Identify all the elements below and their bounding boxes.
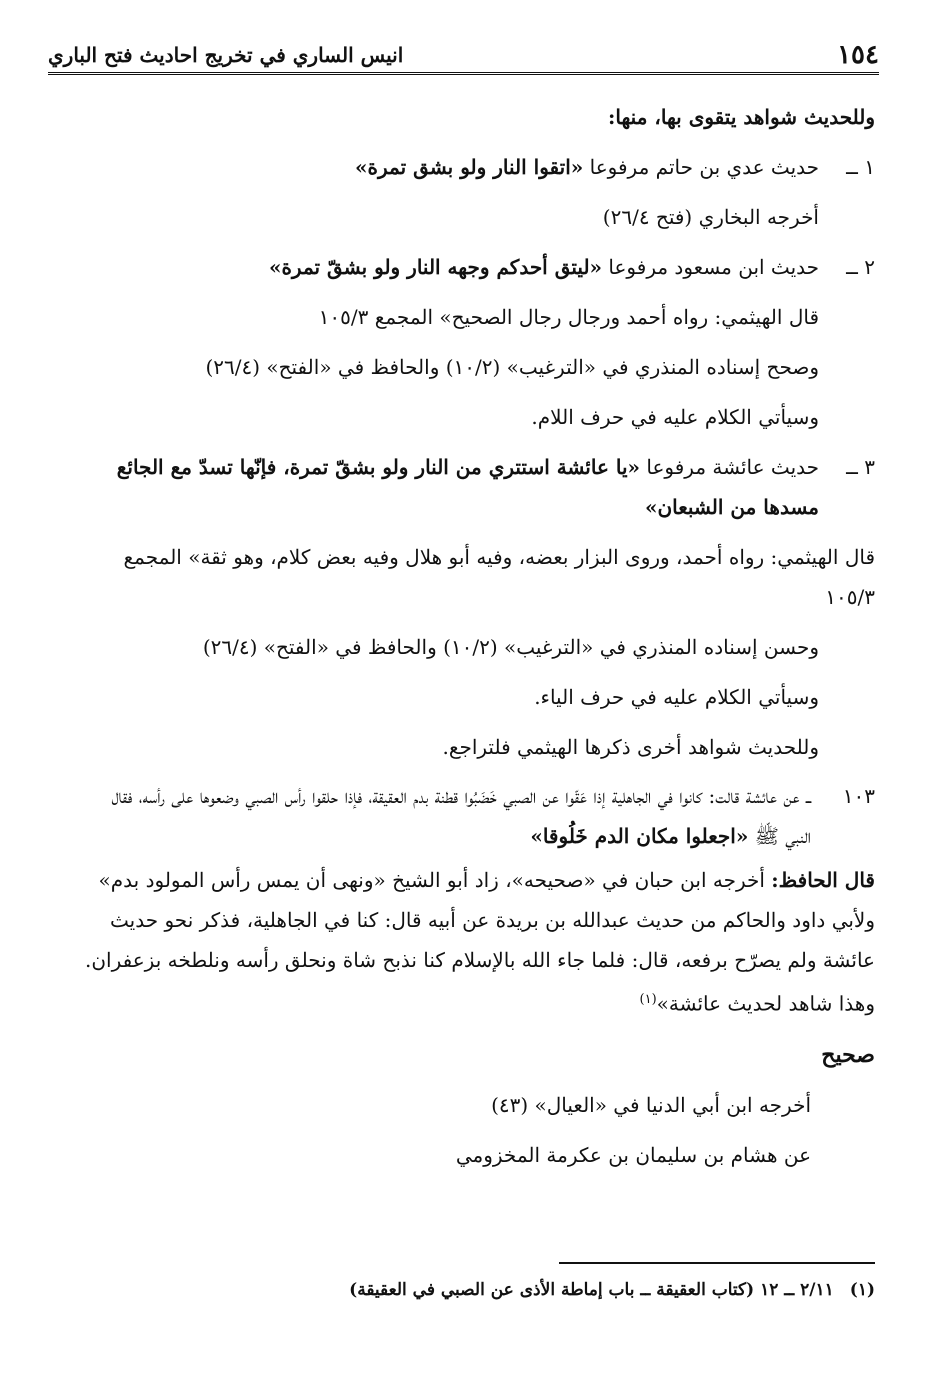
footnote-text: ٢/١١ ــ ١٢ (كتاب العقيقة ــ باب إماطة الأذى عن الصبي في العقيقة) [349,1280,834,1300]
hadith-prophetic-saying: «اجعلوا مكان الدم خَلُوقا» [530,824,749,848]
takhrij-line: عن هشام بن سليمان بن عكرمة المخزومي [455,1142,811,1167]
witness-text [82,447,819,527]
footnote-ref: (١) [639,992,657,1007]
witness-narrator: حديث عائشة مرفوعا [640,455,819,479]
witness-narrator: حديث عدي بن حاتم مرفوعا [583,155,819,179]
witness-1-note: أخرجه البخاري (فتح ٢٦/٤) [602,205,819,229]
witness-2-note: قال الهيثمي: رواه أحمد ورجال رجال الصحيح» المجمع ١٠٥/٣ [318,305,819,329]
witness-hadith: «اتقوا النار ولو بشق تمرة» [355,155,584,179]
witness-2-note: وصحح إسناده المنذري في «الترغيب» (١٠/٢) والحافظ في «الفتح» (٢٦/٤) [205,355,819,379]
witness-number: ١ ــ [846,155,875,179]
footnote-number: (١) [849,1280,875,1300]
hadith-report: ــ عن عائشة قالت: كانوا في الجاهلية إذا عَقّوا عن الصبي خَضَبُوا قطنة بدم العقيقة، فإذا حلقوا رأس الصبي وضعوها على رأسه، فقال النبي ﷺ [111,784,811,848]
takhrij-line: أخرجه ابن أبي الدنيا في «العيال» (٤٣) [491,1092,811,1117]
witness-3 [82,442,875,532]
witness-number: ٢ ــ [846,255,875,279]
footnote-separator [559,1262,875,1264]
witness-3-note: قال الهيثمي: رواه أحمد، وروى البزار بعضه، وفيه أبو هلال وفيه بعض كلام، وهو ثقة» المجمع ١٠٥/٣ [123,545,875,609]
grade-sahih: صحيح [821,1041,875,1068]
witness-hadith: «يا عائشة استتري من النار ولو بشقّ تمرة، فإنّها تسدّ مع الجائع مسدها من الشبعان» [116,455,819,519]
page-body [82,92,875,1180]
witness-narrator: حديث ابن مسعود مرفوعا [602,255,819,279]
hadith-number: ١٠٣ [842,784,875,808]
hafiz-commentary [82,860,875,1024]
hafiz-text: أخرجه ابن حبان في «صحيحه»، زاد أبو الشيخ «ونهى أن يمس رأس المولود بدم» ولأبي داود والحاكم من حديث عبدالله بن بريدة عن أبيه قال: كنا في الجاهلية، فذكر نحو حديث عائشة ولم يصرّح برفعه، قال: فلما جاء الله بالإسلام كنا نذبح شاة ونحلق رأسه ونلطخه بزعفران. وهذا شاهد لحديث عائشة» [84,868,875,1016]
witness-1 [82,142,875,192]
hadith-text [82,776,811,856]
witness-2 [82,242,875,292]
hafiz-label: قال الحافظ: [771,868,875,892]
intro-line: وللحديث شواهد يتقوى بها، منها: [607,105,875,129]
page-header [48,30,879,75]
witness-2-note: وسيأتي الكلام عليه في حرف اللام. [531,405,819,429]
page-number: ١٥٤ [837,40,879,70]
witness-hadith: «ليتق أحدكم وجهه النار ولو بشقّ تمرة» [268,255,603,279]
witness-number: ٣ ــ [846,455,875,479]
witness-text [82,142,819,192]
closing-witnesses: وللحديث شواهد أخرى ذكرها الهيثمي فلتراجع. [442,735,819,759]
hadith-103 [82,776,875,856]
witness-text [82,242,819,292]
book-title: انيس الساري في تخريج احاديث فتح الباري [48,43,404,67]
footnote [82,1276,875,1304]
witness-3-note: وحسن إسناده المنذري في «الترغيب» (١٠/٢) والحافظ في «الفتح» (٢٦/٤) [202,635,819,659]
witness-3-note: وسيأتي الكلام عليه في حرف الياء. [534,685,819,709]
